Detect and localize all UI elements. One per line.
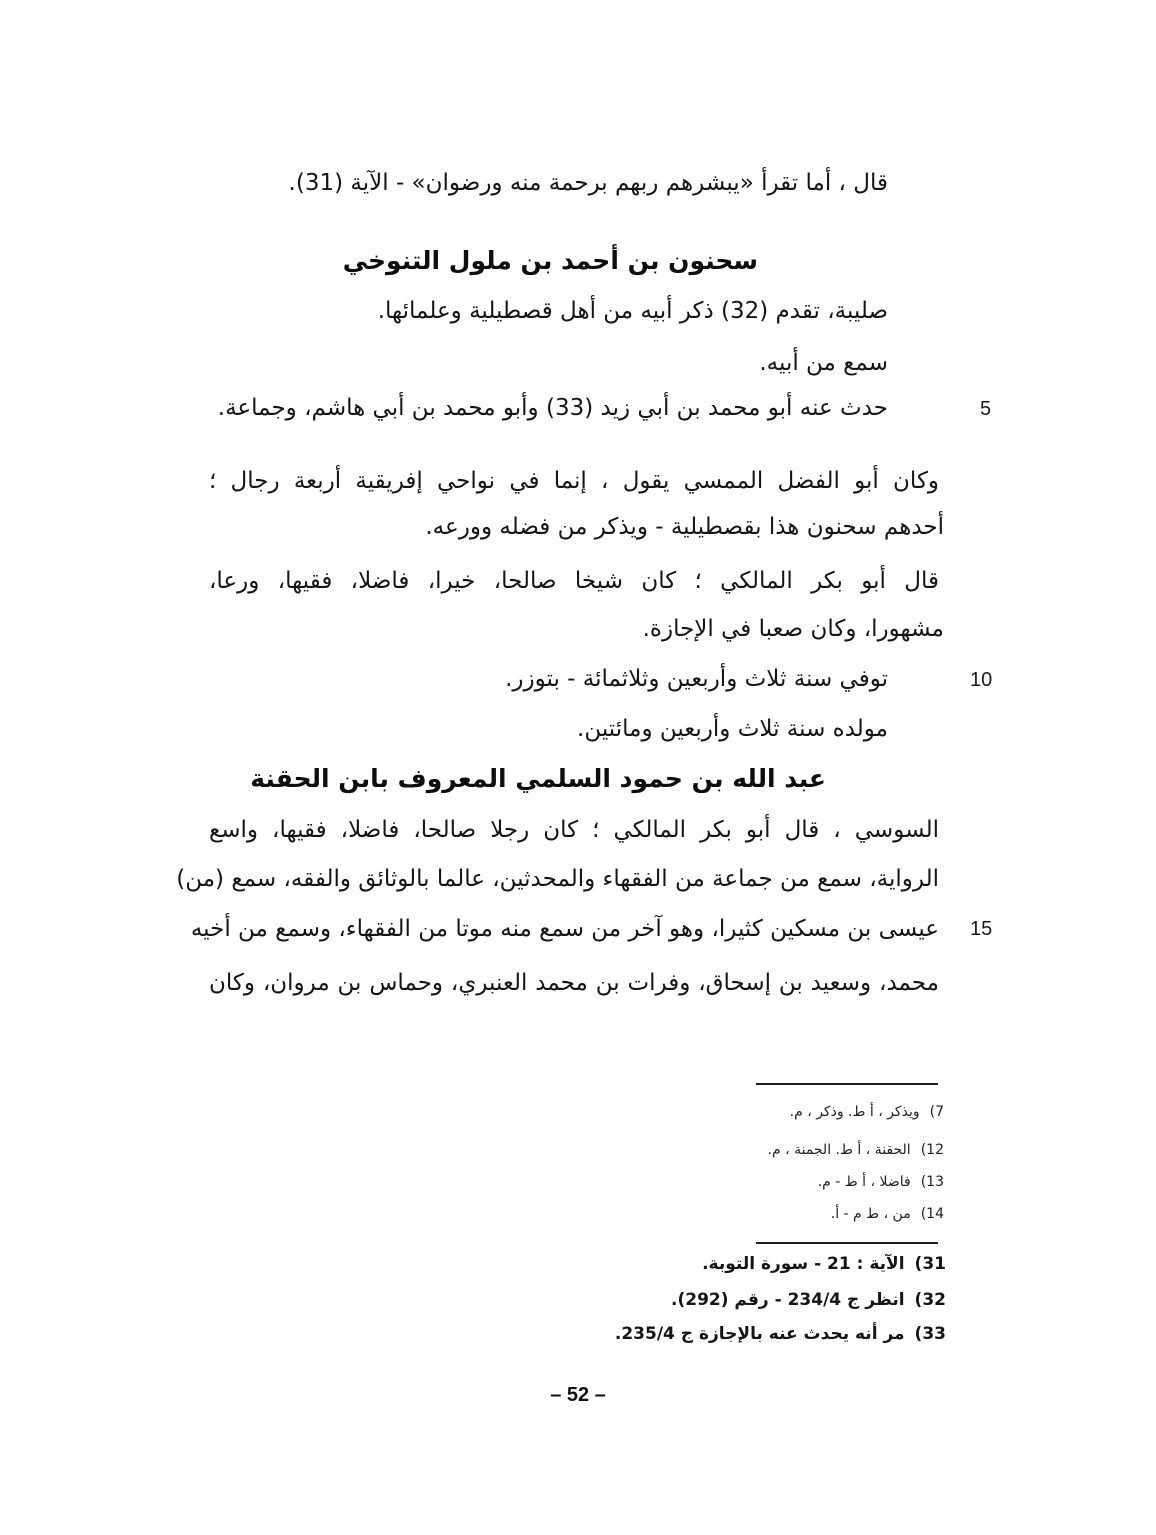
reference-31 [546,1252,946,1276]
text-line-11: السوسي ، قال أبو بكر المالكي ؛ كان رجلا صالحا، فاضلا، فقيها، واسع [209,817,939,843]
reference-number: 32) [914,1290,946,1310]
section-heading-abdallah: عبد الله بن حمود السلمي المعروف بابن الحقنة [250,764,826,793]
variant-note-number: 14) [920,1206,944,1222]
section-heading-sahnun: سحنون بن أحمد بن ملول التنوخي [342,246,758,275]
line-number-5: 5 [980,398,992,420]
text-line-1: قال ، أما تقرأ «يبشرهم ربهم برحمة منه ورضوان» - الآية (31). [288,170,888,196]
variant-note-7 [644,1102,944,1122]
reference-32 [546,1288,946,1312]
reference-number: 31) [914,1254,946,1274]
variant-note-text: فاضلا ، أ ط - م. [817,1174,911,1190]
variant-notes-divider [756,1083,938,1085]
variant-note-13 [644,1172,944,1192]
reference-text: الآية : 21 - سورة التوبة. [702,1254,905,1274]
text-line-10: مولده سنة ثلاث وأربعين ومائتين. [577,716,888,742]
references-divider [756,1242,938,1244]
text-line-4: حدث عنه أبو محمد بن أبي زيد (33) وأبو محمد بن أبي هاشم، وجماعة. [217,395,888,421]
variant-note-number: 12) [920,1142,944,1158]
text-line-9: توفي سنة ثلاث وأربعين وثلاثمائة - بتوزر. [505,666,888,692]
page-number: – 52 – [550,1384,606,1406]
reference-text: انظر ج 234/4 - رقم (292). [671,1290,905,1310]
variant-note-text: من ، ط م - أ. [830,1206,911,1222]
text-line-3: سمع من أبيه. [759,350,888,376]
text-line-12: الرواية، سمع من جماعة من الفقهاء والمحدثين، عالما بالوثائق والفقه، سمع (من) [176,866,939,892]
text-line-8: مشهورا، وكان صعبا في الإجازة. [642,616,944,642]
text-line-7: قال أبو بكر المالكي ؛ كان شيخا صالحا، خيرا، فاضلا، فقيها، ورعا، [209,568,939,594]
variant-note-text: الحقنة ، أ ط. الجمنة ، م. [767,1142,911,1158]
variant-note-14 [644,1204,944,1224]
text-line-5: وكان أبو الفضل الممسي يقول ، إنما في نواحي إفريقية أربعة رجال ؛ [209,468,939,494]
line-number-10: 10 [970,669,993,691]
text-line-6: أحدهم سحنون هذا بقصطيلية - ويذكر من فضله وورعه. [425,514,944,540]
variant-note-number: 7) [929,1104,944,1120]
reference-text: مر أنه يحدث عنه بالإجازة ج 235/4. [614,1324,905,1344]
variant-note-12 [644,1140,944,1160]
reference-number: 33) [914,1324,946,1344]
line-number-15: 15 [970,918,993,940]
text-line-2: صليبة، تقدم (32) ذكر أبيه من أهل قصطيلية وعلمائها. [377,298,888,324]
reference-33 [526,1322,946,1346]
variant-note-number: 13) [920,1174,944,1190]
text-line-13: عيسى بن مسكين كثيرا، وهو آخر من سمع منه موتا من الفقهاء، وسمع من أخيه [190,916,939,942]
variant-note-text: ويذكر ، أ ط. وذكر ، م. [789,1104,920,1120]
text-line-14: محمد، وسعيد بن إسحاق، وفرات بن محمد العنبري، وحماس بن مروان، وكان [209,970,939,996]
